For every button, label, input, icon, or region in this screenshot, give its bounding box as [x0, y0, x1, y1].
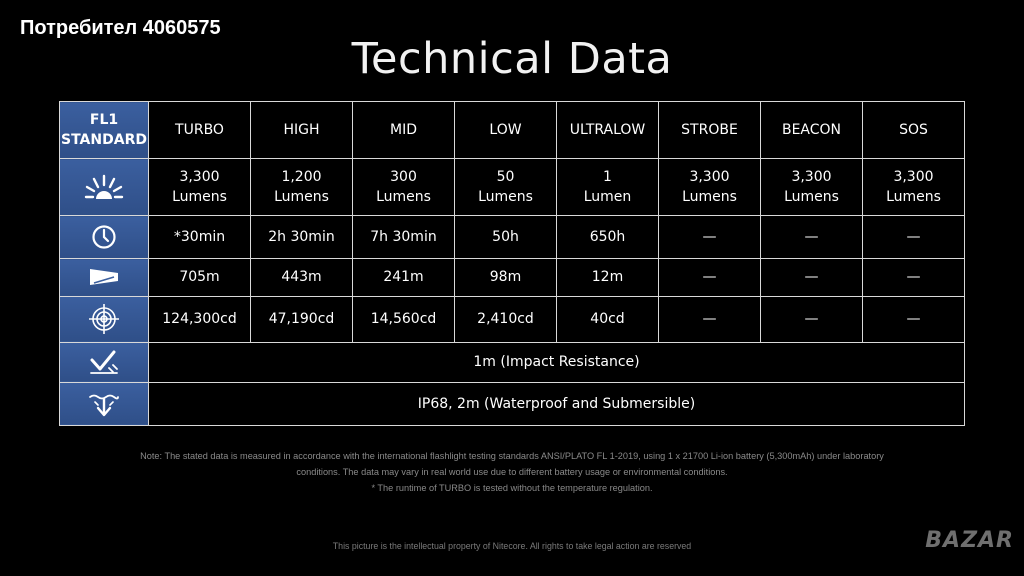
mode-strobe: STROBE — [659, 102, 761, 159]
bazar-watermark: BAZAR — [925, 528, 1014, 553]
table-row-output: 3,300 Lumens 1,200 Lumens 300 Lumens 50 Lumens 1 Lumen 3,300 Lumens 3,300 Lumens 3,300 Lumens — [60, 159, 965, 216]
beam-distance-icon — [60, 259, 149, 297]
table-row-waterproof — [60, 382, 965, 425]
mode-low: LOW — [455, 102, 557, 159]
table-row-beam-distance: 705m 443m 241m 98m 12m — — — — [60, 259, 965, 297]
fl1-standard-label: FL1 STANDARD — [60, 102, 149, 159]
footnote: Note: The stated data is measured in accordance with the international flashlight testing standards ANSI/PLATO FL 1-2019, using 1 x 21700 Li-ion battery (5,300mAh) under laboratory conditions. The data may vary in real world use due to different battery usage or environmental conditions. * The runtime of TURBO is tested without the temperature regulation. — [140, 451, 884, 493]
intensity-target-icon — [60, 296, 149, 342]
mode-beacon: BEACON — [761, 102, 863, 159]
clock-icon — [60, 216, 149, 259]
mode-turbo: TURBO — [149, 102, 251, 159]
page-title: Technical Data — [351, 34, 673, 84]
table-row-peak-intensity: 124,300cd 47,190cd 14,560cd 2,410cd 40cd — — — — [60, 296, 965, 342]
spec-table — [59, 101, 965, 426]
table-row-runtime: *30min 2h 30min 7h 30min 50h 650h — — — — [60, 216, 965, 259]
waterproof-icon — [60, 382, 149, 425]
table-header-row — [60, 102, 965, 159]
mode-mid: MID — [353, 102, 455, 159]
impact-resistance-value: 1m (Impact Resistance) — [149, 342, 965, 382]
mode-high: HIGH — [251, 102, 353, 159]
user-label: Потребител 4060575 — [20, 17, 221, 39]
mode-ultralow: ULTRALOW — [557, 102, 659, 159]
brightness-icon — [60, 159, 149, 216]
copyright-notice: This picture is the intellectual property of Nitecore. All rights to take legal action are reserved — [332, 541, 692, 551]
waterproof-value: IP68, 2m (Waterproof and Submersible) — [149, 382, 965, 425]
mode-sos: SOS — [863, 102, 965, 159]
impact-resistance-icon — [60, 342, 149, 382]
table-row-impact — [60, 342, 965, 382]
